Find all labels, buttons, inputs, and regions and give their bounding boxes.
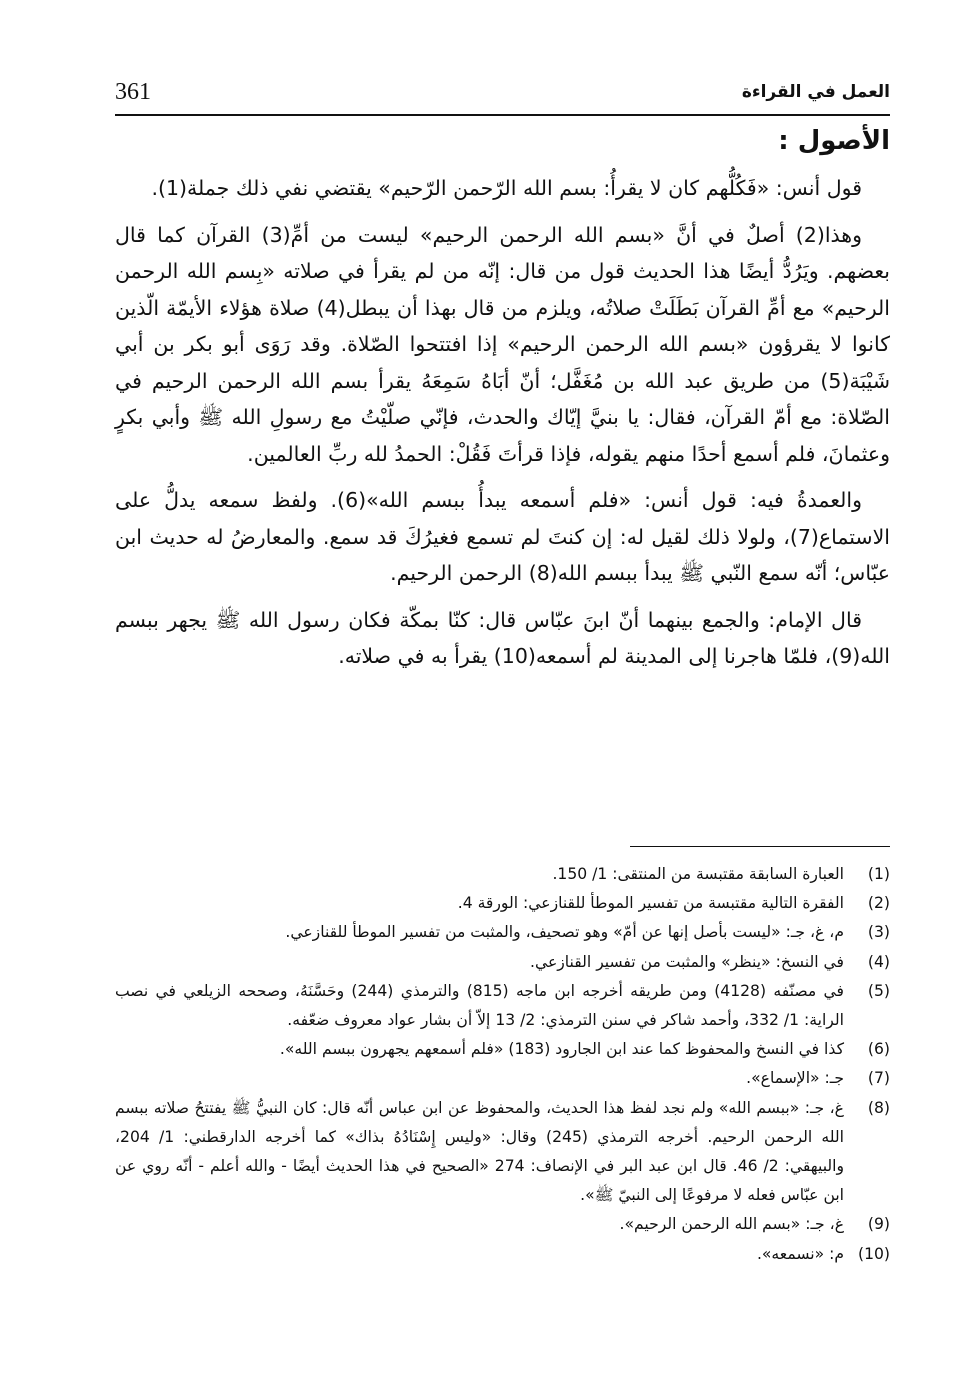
footnote-number: (10) xyxy=(857,1244,890,1263)
section-heading: الأصول : xyxy=(778,126,890,156)
chapter-title: العمل في القراءة xyxy=(741,82,890,102)
book-page xyxy=(115,60,890,1350)
footnote-text: في النسخ: «ينظر» والمثبت من تفسير القنازعي. xyxy=(530,952,844,971)
footnote-text: غ، جـ: «بسم الله الرحمن الرحيم». xyxy=(619,1215,844,1234)
footnote-number: (5) xyxy=(867,981,890,1000)
footnote-text: م: «نسمعه». xyxy=(756,1244,844,1263)
running-header xyxy=(115,78,890,116)
footnote xyxy=(115,889,890,918)
footnote-text: العبارة السابقة مقتبسة من المنتقى: 1/ 150. xyxy=(552,865,844,883)
footnote-text: الفقرة التالية مقتبسة من تفسير الموطأ للقنازعي: الورقة 4. xyxy=(457,894,844,913)
footnote xyxy=(115,1094,890,1211)
footnote-number: (9) xyxy=(867,1215,890,1234)
footnote-text: كذا في النسخ والمحفوظ كما عند ابن الجارود (183) «فلم أسمعهم يجهرون ببسم الله». xyxy=(279,1040,844,1059)
footnote xyxy=(115,918,890,947)
paragraph-4: قال الإمام: والجمع بينهما أنّ ابنَ عبّاس قال: كنّا بمكّة فكان رسول الله ﷺ يجهر ببسم الله(9)، فلمّا هاجرنا إلى المدينة لم أسمعه(10) يقرأ به في صلاته. xyxy=(115,607,890,668)
footnote xyxy=(115,1240,890,1269)
paragraph-3: والعمدةُ فيه: قول أنس: «فلم أسمعه يبدأُ ببسم الله»(6). ولفظ سمعه يدلُّ على الاستماع(7)، ولولا ذلك لقيل له: إن كنتَ لم تسمع فغيرُكَ قد سمع. والمعارضُ له حديث ابن عبّاس؛ أنّه سمع النّبي ﷺ يبدأ ببسم الله(8) الرحمن الرحيم. xyxy=(115,488,890,585)
footnote-number: (1) xyxy=(867,865,890,883)
paragraph-1: قول أنس: «فَكُلُّهم كان لا يقرأُ: بسم الله الرّحمن الرّحيم» يقتضي نفي ذلك جملة(1). xyxy=(151,176,862,200)
footnotes xyxy=(115,860,890,1269)
footnote-divider xyxy=(630,846,890,847)
footnote-text: جـ: «الإسماع». xyxy=(746,1069,844,1088)
footnote-number: (6) xyxy=(867,1040,890,1059)
footnote-number: (7) xyxy=(867,1069,890,1088)
paragraph-2: وهذا(2) أصلٌ في أنَّ «بسم الله الرحمن الرحيم» ليست من أمِّ(3) القرآن كما قال بعضهم. ويَرُدُّ أيضًا هذا الحديث قول من قال: إنّه من لم يقرأ في صلاته «بِسم الله الرحمن الرحيم» مع أمِّ القرآن بَطَلَتْ صلاتُه، ويلزم من قال بهذا أن يبطل(4) صلاة هؤلاء الأيمّة الّذين كانوا لا يقرؤون «بسم الله الرحمن الرحيم» إذا افتتحوا الصّلاة. وقد رَوَى أبو بكر بن أبي شَيْبَة(5) من طريق عبد الله بن مُغَفَّل؛ أنّ أبَاهُ سَمِعَهُ يقرأ بسم الله الرحمن الرحيم في الصّلاة: مع أمّ القرآن، فقال: يا بنيَّ إيّاك والحدث، فإنّي صلّيْتُ مع رسولِ الله ﷺ وأبي بكرٍ وعثمانَ، فلم أسمع أحدًا منهم يقوله، فإذا قرأتَ فَقُلْ: الحمدُ لله ربِّ العالمين. xyxy=(115,222,890,466)
footnote-number: (3) xyxy=(867,923,890,942)
footnote xyxy=(115,1210,890,1239)
footnote-text: في مصنّفه (4128) ومن طريقه أخرجه ابن ماجه (815) والترمذي (244) وحَسَّنَهُ، وصححه الزيلعي في نصب الراية: 1/ 332، وأحمد شاكر في سنن الترمذي: 2/ 13 إلاّ أن بشار عواد معروف ضعّفه. xyxy=(115,981,844,1030)
page-number: 361 xyxy=(115,79,151,105)
footnote xyxy=(115,1064,890,1093)
footnote-number: (4) xyxy=(867,952,890,971)
footnote xyxy=(115,977,890,1035)
footnote xyxy=(115,860,890,889)
footnote-text: م، غ، جـ: «ليست بأصل إنها عن أمّ» وهو تصحيف، والمثبت من تفسير الموطأ للقنازعي. xyxy=(285,923,844,942)
footnote-text: غ، جـ: «ببسم الله» ولم نجد لفظ هذا الحديث، والمحفوظ عن ابن عباس أنّه قال: كان النبيُّ ﷺ يفتتحُ صلاته ببسم الله الرحمن الرحيم. أخرجه الترمذي (245) وقال: «وليس إِسْنَادُهُ بذاك» كما أخرجه الدارقطني: 1/ 204، والبيهقي: 2/ 46. قال ابن عبد البر في الإنصاف: 274 «الصحيح في هذا الحديث أيضًا - والله أعلم - أنّه روي عن ابن عبّاس فعله لا مرفوعًا إلى النبيّ ﷺ». xyxy=(115,1098,845,1205)
footnote-number: (2) xyxy=(867,894,890,913)
footnote xyxy=(115,948,890,977)
footnote-number: (8) xyxy=(867,1098,890,1117)
footnote xyxy=(115,1035,890,1064)
main-text xyxy=(115,122,890,685)
